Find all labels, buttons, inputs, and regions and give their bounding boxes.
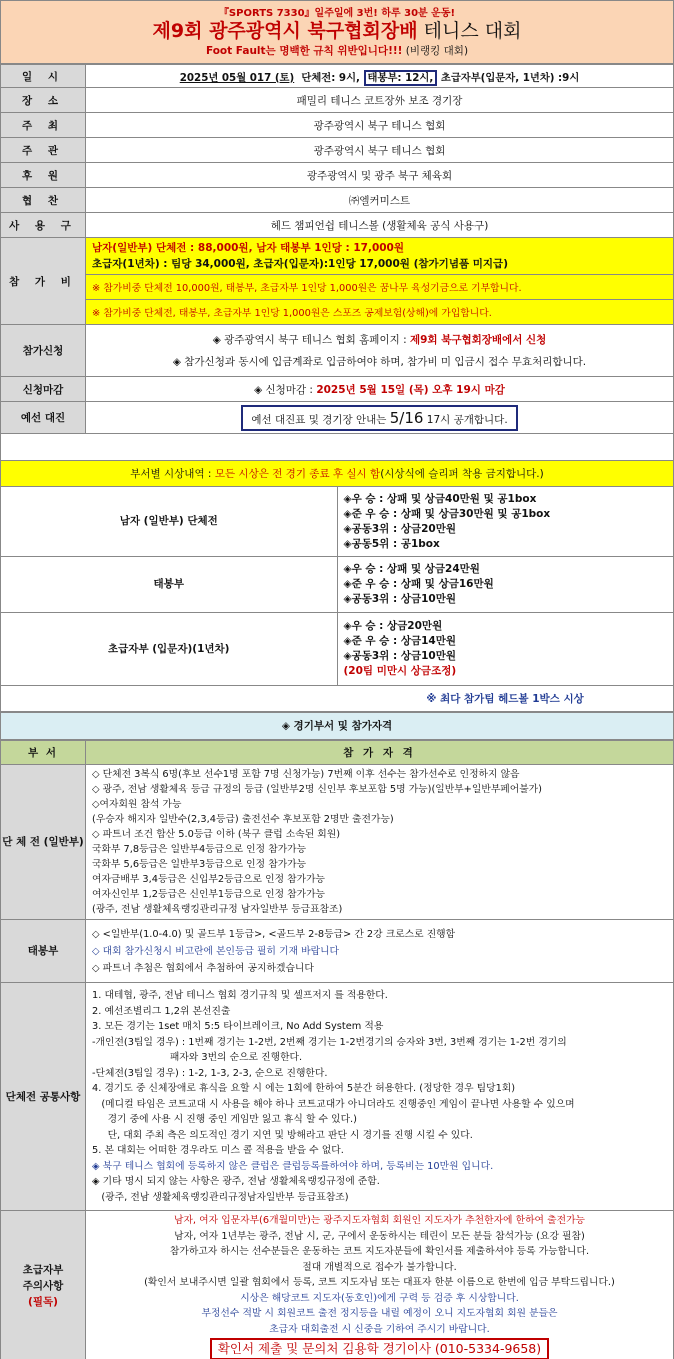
qual-line: 5. 본 대회는 어떠한 경우라도 미스 콜 적용을 받을 수 없다. <box>92 1145 344 1156</box>
qual-row-single <box>1 765 674 920</box>
award-line: ◈우 승 : 상금20만원 <box>343 620 443 632</box>
awards-table <box>0 460 674 712</box>
info-value: 패밀리 테니스 코트장外 보조 경기장 <box>86 88 674 113</box>
qual-line: 국화부 5,6등급은 일반부3등급으로 인정 참가가능 <box>92 859 307 870</box>
award-line: ◈우 승 : 상패 및 상금24만원 <box>343 563 480 575</box>
qual-line: 절대 개별적으로 접수가 불가합니다. <box>302 1261 457 1273</box>
awards-label: 태봉부 <box>1 557 338 613</box>
qual-lines-beginner <box>86 1211 674 1359</box>
event-date: 2025년 05월 017 (토) <box>179 71 295 84</box>
award-line: ◈우 승 : 상패 및 상금40만원 및 공1box <box>343 492 537 505</box>
apply-line-2: ◈ 참가신청과 동시에 입금계좌로 입금하여야 하며, 참가비 미 입금시 접수 무효처리합니다. <box>172 355 587 368</box>
award-line: ◈공동3위 : 상금10만원 <box>343 650 457 662</box>
fee-row-main <box>1 238 674 275</box>
award-note: (20팀 미만시 상금조정) <box>343 665 457 677</box>
awards-row-single <box>1 487 674 557</box>
qual-line: (우승자 해지자 일반수(2,3,4등급) 출전선수 후보포함 2명만 출전가능) <box>92 814 394 825</box>
apply-row <box>1 325 674 377</box>
info-row-date <box>1 65 674 88</box>
info-label: 사 용 구 <box>1 213 86 238</box>
header <box>0 0 674 64</box>
info-label: 장 소 <box>1 88 86 113</box>
qual-line: 여자신인부 1,2등급은 신인부1등급으로 인정 참가가능 <box>92 889 326 900</box>
awards-header-row <box>1 461 674 487</box>
deadline-prefix: ◈ 신청마감 : <box>254 383 317 396</box>
fee-row-donation <box>1 275 674 300</box>
awards-row-taebong <box>1 557 674 613</box>
award-line: ◈공동3위 : 상금20만원 <box>343 522 457 535</box>
qual-line: ◇ 광주, 전남 생활체육 등급 규정의 등급 (일반부2명 신인부 후보포함 5명 가능)(일반부+일반부페어불가) <box>92 784 542 795</box>
awards-footer: ※ 최다 참가팀 헤드볼 1박스 시상 <box>337 686 674 712</box>
qual-line: 1. 대테협, 광주, 전남 테니스 협회 경기규칙 및 셀프저지 를 적용한다. <box>92 990 388 1001</box>
spacer <box>0 434 674 460</box>
qual-line: 패자와 3번의 순으로 진행한다. <box>92 1052 303 1063</box>
info-row <box>1 138 674 163</box>
info-value: 광주광역시 및 광주 북구 체육회 <box>86 163 674 188</box>
award-line: ◈공동5위 : 공1box <box>343 537 440 550</box>
title-red: 제9회 광주광역시 북구협회장배 <box>152 20 418 42</box>
info-row <box>1 188 674 213</box>
awards-lines <box>337 557 674 613</box>
qual-label: 단 체 전 (일반부) <box>1 765 86 920</box>
awards-header-a: 부서별 시상내역 : <box>130 468 215 480</box>
awards-header-b: 모든 시상은 전 경기 종료 후 실시 함 <box>214 468 381 480</box>
qual-row-beginner <box>1 1211 674 1359</box>
qual-label-beginner <box>1 1211 86 1359</box>
qual-row-taebong <box>1 920 674 983</box>
awards-lines <box>337 487 674 557</box>
qual-line: (확인서 보내주시면 일괄 협회에서 등록, 코트 지도자님 또는 대표자 한분 이름으로 한번에 입금 부탁드립니다.) <box>144 1277 615 1288</box>
taebong-time: 태봉부: 12시, <box>364 70 438 86</box>
deadline-date: 2025년 5월 15일 (목) 오후 19시 마감 <box>316 383 505 396</box>
qual-title: ◈ 경기부서 및 참가자격 <box>0 712 674 740</box>
deadline-value <box>86 377 674 402</box>
awards-header <box>1 461 674 487</box>
qual-line: (광주, 전남 생활체육랭킹관리규정 남자일반부 등급표참조) <box>92 904 343 915</box>
qual-line: ◇ <일반부(1.0-4.0) 및 골드부 1등급>, <골드부 2-8등급> 간 2강 크로스로 진행함 <box>92 928 456 940</box>
draw-label: 예선 대진 <box>1 402 86 434</box>
info-value-date <box>86 65 674 88</box>
qual-line: 여자금배부 3,4등급은 신입부2등급으로 인정 참가가능 <box>92 874 326 885</box>
fee-line-1: 남자(일반부) 단체전 : 88,000원, 남자 태봉부 1인당 : 17,000원 <box>92 242 405 254</box>
qual-line: 남자, 여자 1년부는 광주, 전남 시, 군, 구에서 운동하시는 테린이 모든 분들 참석가능 (요강 필참) <box>174 1230 585 1242</box>
contact-box: 확인서 제출 및 문의처 김용학 경기이사 (010-5334-9658) <box>210 1338 549 1359</box>
draw-notice-box <box>241 405 517 431</box>
draw-row <box>1 402 674 434</box>
qual-line: 남자, 여자 입문자부(6개월미만)는 광주지도자협회 회원인 지도자가 추천한자에 한하여 출전가능 <box>174 1215 585 1226</box>
qual-lines <box>86 920 674 983</box>
fee-line-3: ※ 참가비중 단체전 10,000원, 태봉부, 초급자부 1인당 1,000원은 꿈나무 육성기금으로 기부합니다. <box>86 275 674 300</box>
qual-line: -단체전(3팀일 경우) : 1-2, 1-3, 2-3, 순으로 진행한다. <box>92 1067 328 1079</box>
info-row <box>1 163 674 188</box>
fee-line-4: ※ 참가비중 단체전, 태봉부, 초급자부 1인당 1,000원은 스포즈 공제보험(상해)에 가입합니다. <box>86 300 674 325</box>
awards-label: 초급자부 (입문자)(1년차) <box>1 613 338 686</box>
deadline-label: 신청마감 <box>1 377 86 402</box>
info-value: 광주광역시 북구 테니스 협회 <box>86 113 674 138</box>
beginner-note: (필독) <box>28 1296 58 1309</box>
fee-main <box>86 238 674 275</box>
fee-line-2: 초급자(1년차) : 팀당 34,000원, 초급자(입문자):1인당 17,000원 (참가기념품 미지급) <box>92 258 508 270</box>
qual-line: 2. 예선조별리그 1,2위 본선진출 <box>92 1005 231 1017</box>
apply-line-1-text: ◈ 광주광역시 북구 테니스 협회 홈페이지 : <box>212 333 410 346</box>
qual-line: 시상은 해당코트 지도자(동호인)에게 구력 등 검증 후 시상합니다. <box>240 1292 519 1304</box>
info-row <box>1 88 674 113</box>
qual-lines <box>86 765 674 920</box>
qual-line: ◇ 단체전 3복식 6명(후보 선수1명 포함 7명 신청가능) 7번째 이후 선수는 참가선수로 인정하지 않음 <box>92 769 520 780</box>
qual-lines <box>86 983 674 1211</box>
info-row <box>1 213 674 238</box>
fee-row-insurance <box>1 300 674 325</box>
qual-line: ◇여자회원 참석 가능 <box>92 799 182 810</box>
qual-line: ◈ 북구 테니스 협회에 등록하지 않은 클럽은 클럽등록를하여야 하며, 등록비는 10만원 입니다. <box>92 1160 494 1172</box>
page-title <box>1 19 673 43</box>
qual-line: ◇ 파트너 조건 합산 5.0등급 이하 (북구 클럽 소속된 회원) <box>92 829 341 840</box>
draw-text-b: 17시 공개합니다. <box>423 413 508 426</box>
subtitle-red: Foot Fault는 명백한 규칙 위반입니다!!! <box>205 45 403 57</box>
qual-row-common <box>1 983 674 1211</box>
beginner-time: 초급자부(입문자, 1년차) :9시 <box>440 71 580 84</box>
qual-line: (메디컬 타임은 코트교대 시 사용을 해야 하나 코트교대가 아니더라도 진행중인 게임이 끝나면 사용할 수 있으며 <box>92 1098 575 1110</box>
apply-line-1-highlight: 제9회 북구협회장배에서 신청 <box>409 333 547 346</box>
qual-col-dept: 부 서 <box>1 741 86 765</box>
single-time: 단체전: 9시, <box>301 71 360 84</box>
draw-date: 5/16 <box>389 408 424 427</box>
qual-line: 3. 모든 경기는 1set 매치 5:5 타이브레이크, No Add System 적용 <box>92 1021 384 1032</box>
deadline-row <box>1 377 674 402</box>
info-row <box>1 113 674 138</box>
award-line: ◈준 우 승 : 상패 및 상금16만원 <box>343 578 494 590</box>
title-plain: 테니스 대회 <box>417 20 522 42</box>
info-label: 주 관 <box>1 138 86 163</box>
qual-line: 부정선수 적발 시 회원코트 출전 정지등을 내릴 예정이 오니 지도자협회 회원 분들은 <box>201 1308 558 1319</box>
info-label: 협 찬 <box>1 188 86 213</box>
award-line: ◈공동3위 : 상금10만원 <box>343 593 457 605</box>
fee-label: 참 가 비 <box>1 238 86 325</box>
awards-lines <box>337 613 674 686</box>
qual-line: 4. 경기도 중 신체장애로 휴식을 요할 시 에는 1회에 한하여 5분간 허용한다. (정당한 경우 팀당1회) <box>92 1083 516 1094</box>
apply-value <box>86 325 674 377</box>
qual-line: 경기 중에 사용 시 진행 중인 게임만 잃고 휴식 할 수 있다.) <box>92 1114 357 1125</box>
qual-line: 초급자 대회출전 시 신중을 기하여 주시기 바랍니다. <box>269 1323 490 1335</box>
qual-label: 태봉부 <box>1 920 86 983</box>
info-table <box>0 64 674 434</box>
header-subtitle <box>1 43 673 58</box>
beginner-label: 초급자부 주의사항 <box>22 1264 64 1293</box>
qual-line: -개인전(3팀일 경우) : 1번째 경기는 1-2번, 2번째 경기는 1-2번경기의 승자와 3번, 3번째 경기는 1-2번 경기의 <box>92 1036 567 1048</box>
qual-table <box>0 740 674 1359</box>
qual-label: 단체전 공통사항 <box>1 983 86 1211</box>
info-label: 일 시 <box>1 65 86 88</box>
awards-label: 남자 (일반부) 단체전 <box>1 487 338 557</box>
info-label: 후 원 <box>1 163 86 188</box>
award-line: ◈준 우 승 : 상금14만원 <box>343 635 457 647</box>
qual-col-qual: 참 가 자 격 <box>86 741 674 765</box>
qual-line: ◇ 파트너 추첨은 협회에서 추첨하여 공지하겠습니다 <box>92 962 314 974</box>
qual-line: ◈ 기타 명시 되지 않는 사항은 광주, 전남 생활체육랭킹규정에 준함. <box>92 1176 380 1187</box>
award-line: ◈준 우 승 : 상패 및 상금30만원 및 공1box <box>343 507 551 520</box>
subtitle-plain: (비랭킹 대회) <box>402 45 469 57</box>
info-value: 광주광역시 북구 테니스 협회 <box>86 138 674 163</box>
info-value: ㈜엘커미스트 <box>86 188 674 213</box>
qual-line: ◇ 대회 참가신청시 비고란에 본인등급 필히 기재 바랍니다 <box>92 945 339 957</box>
awards-footer-empty <box>1 686 338 712</box>
qual-header-row <box>1 741 674 765</box>
apply-label: 참가신청 <box>1 325 86 377</box>
apply-line-1 <box>90 329 669 351</box>
qual-line: 국화부 7,8등급은 일반부4등급으로 인정 참가가능 <box>92 844 307 855</box>
awards-footer-row <box>1 686 674 712</box>
qual-line: 단, 대회 주최 측은 의도적인 경기 지연 및 방해라고 판단 시 경기를 진행 시킬 수 있다. <box>92 1129 473 1141</box>
info-value: 헤드 챔피언쉽 테니스볼 (생활체육 공식 사용구) <box>86 213 674 238</box>
draw-value <box>86 402 674 434</box>
qual-line: (광주, 전남 생활체육랭킹관리규정남자일반부 등급표참조) <box>92 1191 349 1203</box>
qual-line: 참가하고자 하시는 선수분들은 운동하는 코트 지도자분들에 확인서를 제출하셔야 등록 가능합니다. <box>169 1246 590 1257</box>
awards-row-beginner <box>1 613 674 686</box>
header-slogan: 『SPORTS 7330』일주일에 3번! 하루 30분 운동! <box>218 8 456 19</box>
awards-header-c: (시상식에 슬리퍼 착용 금지합니다.) <box>380 468 544 480</box>
info-label: 주 최 <box>1 113 86 138</box>
draw-text-a: 예선 대진표 및 경기장 안내는 <box>251 413 390 426</box>
